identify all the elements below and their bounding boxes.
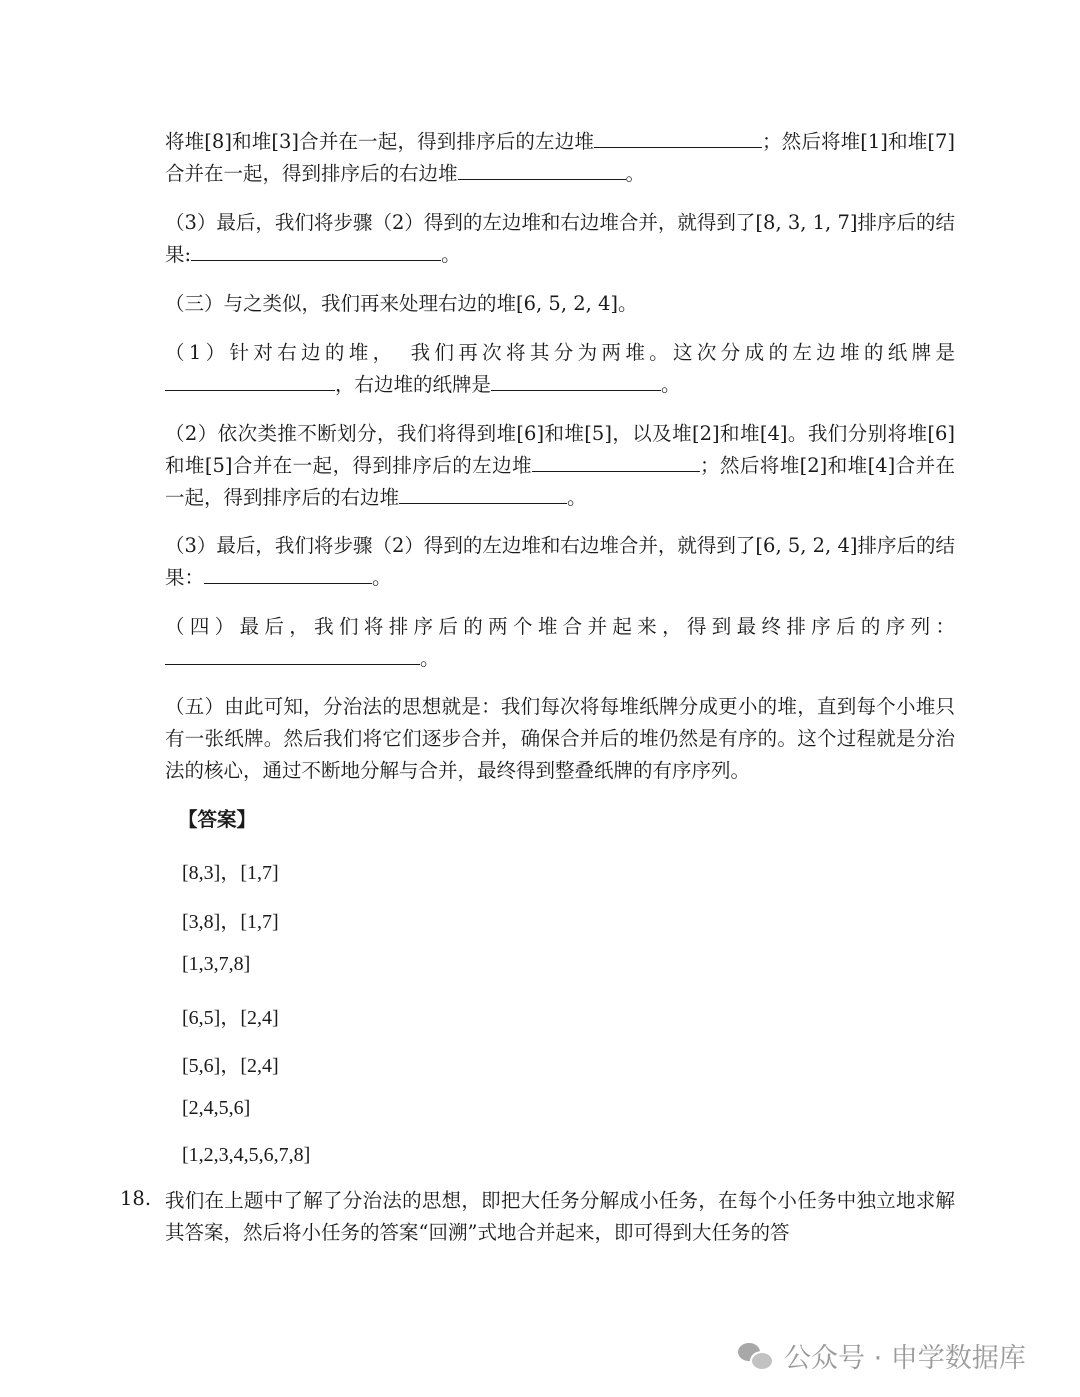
question-number: 18. (120, 1187, 152, 1210)
text: （2）依次类推不断划分，我们将得到堆[6]和堆[5]，以及堆[2]和堆[4]。我们分别将堆[6]和堆[5]合并在一起，得到排序后的左边堆 (165, 422, 955, 477)
answer-line: [6,5]，[2,4] (182, 1007, 279, 1029)
answer-blank[interactable] (165, 370, 335, 391)
text: （四）最后，我们将排序后的两个堆合并起来，得到最终排序后的序列： (165, 615, 955, 638)
text: 。 (441, 243, 461, 266)
text: ，右边堆的纸牌是 (335, 373, 492, 396)
question-18-text: 我们在上题中了解了分治法的思想，即把大任务分解成小任务，在每个小任务中独立地求解其答案，然后将小任务的答案“回溯”式地合并起来，即可得到大任务的答 (165, 1189, 955, 1244)
text: （3）最后，我们将步骤（2）得到的左边堆和右边堆合并，就得到了[6, 5, 2, 4]排序后的结果： (165, 534, 955, 589)
answer-line: [1,2,3,4,5,6,7,8] (182, 1144, 311, 1166)
answer-line: [1,3,7,8] (182, 953, 251, 975)
answer-line: [3,8]，[1,7] (182, 911, 279, 933)
answer-blank[interactable] (204, 563, 372, 584)
text: 。 (661, 373, 681, 396)
paragraph-final-sequence (165, 611, 955, 675)
text: 。 (372, 566, 392, 589)
answer-line: [2,4,5,6] (182, 1097, 251, 1119)
paragraph-merge-left-steps (165, 126, 955, 190)
paragraph-right-split (165, 337, 955, 401)
text: （1）针对右边的堆， 我们再次将其分为两堆。这次分成的左边堆的纸牌是 (165, 341, 955, 364)
answer-blank[interactable] (165, 644, 420, 665)
text: ；然后将堆[2]和堆[4]合并在一起，得到排序后的右边堆 (165, 454, 956, 509)
text: （3）最后，我们将步骤（2）得到的左边堆和右边堆合并，就得到了[8, 3, 1, 7]排序后的结果: (165, 211, 955, 266)
answer-line: [8,3]，[1,7] (182, 862, 279, 884)
watermark-text: 公众号 · 申学数据库 (784, 1342, 1026, 1374)
answer-blank[interactable] (594, 127, 762, 148)
wechat-icon (738, 1340, 772, 1370)
answer-line: [5,6]，[2,4] (182, 1055, 279, 1077)
answer-blank[interactable] (191, 240, 441, 261)
text: 将堆[8]和堆[3]合并在一起，得到排序后的左边堆 (165, 130, 595, 153)
watermark (738, 1333, 1026, 1377)
paragraph-left-result (165, 207, 955, 271)
text: 。 (567, 486, 587, 509)
answer-heading: 【答案】 (178, 808, 257, 831)
answer-blank[interactable] (532, 451, 700, 472)
paragraph-right-result (165, 530, 955, 594)
answer-blank[interactable] (491, 370, 661, 391)
paragraph-summary: （五）由此可知，分治法的思想就是：我们每次将每堆纸牌分成更小的堆，直到每个小堆只有一张纸牌。然后我们将它们逐步合并，确保合并后的堆仍然是有序的。这个过程就是分治法的核心，通过不断地分解与合并，最终得到整叠纸牌的有序序列。 (165, 695, 955, 782)
text: 。 (420, 647, 440, 670)
text: 。 (625, 162, 646, 185)
paragraph-section-three: （三）与之类似，我们再来处理右边的堆[6, 5, 2, 4]。 (165, 292, 638, 315)
answer-blank[interactable] (458, 159, 626, 180)
paragraph-right-merge-steps (165, 418, 955, 514)
text: ；然后将堆[1]和堆[7]合并在一起，得到排序后的右边堆 (165, 130, 956, 185)
answer-blank[interactable] (399, 483, 567, 504)
